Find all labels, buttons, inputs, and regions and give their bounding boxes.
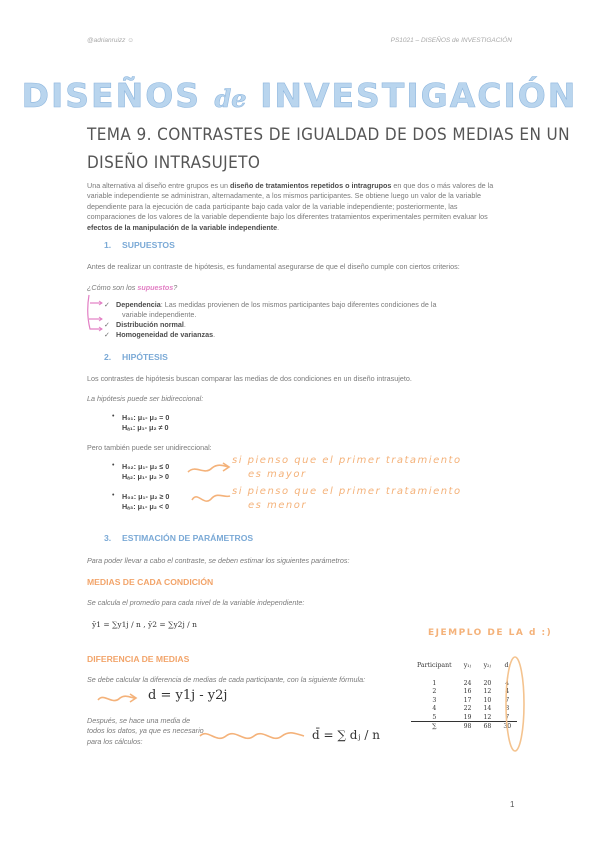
section-3-title: ESTIMACIÓN DE PARÁMETROS	[122, 533, 254, 543]
table-row: 5 19 12 7	[432, 713, 510, 721]
supuesto-dependencia: ✓ Dependencia: Las medidas provienen de los mismos participantes bajo diferentes condiciones de la	[104, 300, 437, 309]
note-1-line1: si pienso que el primer tratamiento	[232, 455, 462, 466]
hyp-uni-1: H₀₂: μ₁- μ₂ ≤ 0 Hₐ₂: μ₁- μ₂ > 0	[122, 462, 170, 482]
header-course: PS1021 – DISEÑOS de INVESTIGACIÓN	[390, 37, 512, 44]
arrow-note-1-icon	[186, 458, 232, 480]
table-header-row: Participant y₁ⱼ y₂ⱼ dⱼ	[417, 661, 511, 669]
text-after: Después, se hace una media de todos los datos, ya que es necesario para los cálculos:	[87, 716, 204, 746]
supuesto-normalidad: ✓ Distribución normal.	[104, 320, 186, 329]
supuesto-dependencia-cont: variable independiente.	[122, 310, 197, 319]
section-1-text: Antes de realizar un contraste de hipótesis, es fundamental asegurarse de que el diseño cumple con ciertos criterios:	[87, 262, 460, 271]
formula-d: d = y1j - y2j	[148, 688, 228, 703]
example-label: EJEMPLO DE LA d :)	[428, 628, 553, 638]
arrow-d-icon	[96, 688, 140, 708]
formula-dbar: d̄ = ∑ dⱼ / n	[312, 728, 380, 742]
example-table	[411, 661, 517, 731]
highlight-ellipse-icon	[503, 654, 527, 754]
bullet-icon: •	[112, 462, 115, 469]
bullet-icon: •	[112, 492, 115, 499]
bullet-icon: •	[112, 413, 115, 420]
page-number: 1	[510, 800, 515, 809]
note-2-line2: es menor	[248, 500, 308, 511]
sub-diferencia-medias: DIFERENCIA DE MEDIAS	[87, 654, 190, 664]
sub-diferencia-text: Se debe calcular la diferencia de medias de cada participante, con la siguiente fórmula:	[87, 675, 366, 684]
section-3-number: 3.	[104, 533, 112, 543]
formula-means: ȳ1 = ∑y1j / n , ȳ2 = ∑y2j / n	[92, 620, 197, 629]
section-2-text: Los contrastes de hipótesis buscan comparar las medias de dos condiciones en un diseño intrasujeto.	[87, 374, 412, 383]
tema-line2: DISEÑO INTRASUJETO	[87, 153, 261, 173]
section-1-title: SUPUESTOS	[122, 240, 175, 250]
bidireccional-label: La hipótesis puede ser bidireccional:	[87, 394, 204, 403]
supuestos-question: ¿Cómo son los supuestos?	[87, 283, 178, 292]
section-2-number: 2.	[104, 352, 112, 362]
note-1-line2: es mayor	[248, 469, 307, 480]
page-title	[0, 76, 599, 115]
title-part3: INVESTIGACIÓN	[260, 76, 578, 115]
table-row: 3 17 10 7	[432, 696, 510, 704]
intro-paragraph: Una alternativa al diseño entre grupos es un diseño de tratamientos repetidos o intragrupos en que dos o más valores de la variable independiente se administran, alternadamente, a los mismos participantes. Se obtiene luego un valor de la variable dependiente para la ejecución de cada participante bajo cada valor de la variable independiente; posteriormente, las comparaciones de los valores de la variable dependiente bajo los diferentes tratamientos experimentales permiten evaluar los efectos de la manipulación de la variable independiente.	[87, 181, 494, 232]
tema-line1: TEMA 9. CONTRASTES DE IGUALDAD DE DOS MEDIAS EN UN	[87, 125, 570, 145]
section-3-text: Para poder llevar a cabo el contraste, se deben estimar los siguientes parámetros:	[87, 556, 350, 565]
section-2-title: HIPÓTESIS	[122, 352, 168, 362]
sub-medias-text: Se calcula el promedio para cada nivel de la variable independiente:	[87, 598, 305, 607]
table-row: 1 24 20 4	[432, 680, 510, 688]
header-author: @adrianruizz ☺	[87, 37, 134, 44]
table-row: 4 22 14 8	[432, 705, 510, 713]
title-part1: DISEÑOS	[21, 76, 202, 115]
wavy-arrow-icon	[198, 726, 308, 746]
table-row: 2 16 12 4	[432, 688, 510, 696]
arrow-note-2-icon	[190, 488, 234, 510]
table-sum-row: ∑ 98 68 30	[411, 722, 517, 731]
section-1-number: 1.	[104, 240, 112, 250]
hyp-bi: H₀₁: μ₁- μ₂ = 0 Hₐ₁: μ₁- μ₂ ≠ 0	[122, 413, 170, 433]
title-part2: de	[214, 84, 247, 113]
sub-medias-condicion: MEDIAS DE CADA CONDICIÓN	[87, 577, 214, 587]
hyp-uni-2: H₀₃: μ₁- μ₂ ≥ 0 Hₐ₃: μ₁- μ₂ < 0	[122, 492, 170, 512]
note-2-line1: si pienso que el primer tratamiento	[232, 486, 462, 497]
supuesto-homogeneidad: ✓ Homogeneidad de varianzas.	[104, 330, 216, 339]
unidireccional-label: Pero también puede ser unidireccional:	[87, 443, 212, 452]
